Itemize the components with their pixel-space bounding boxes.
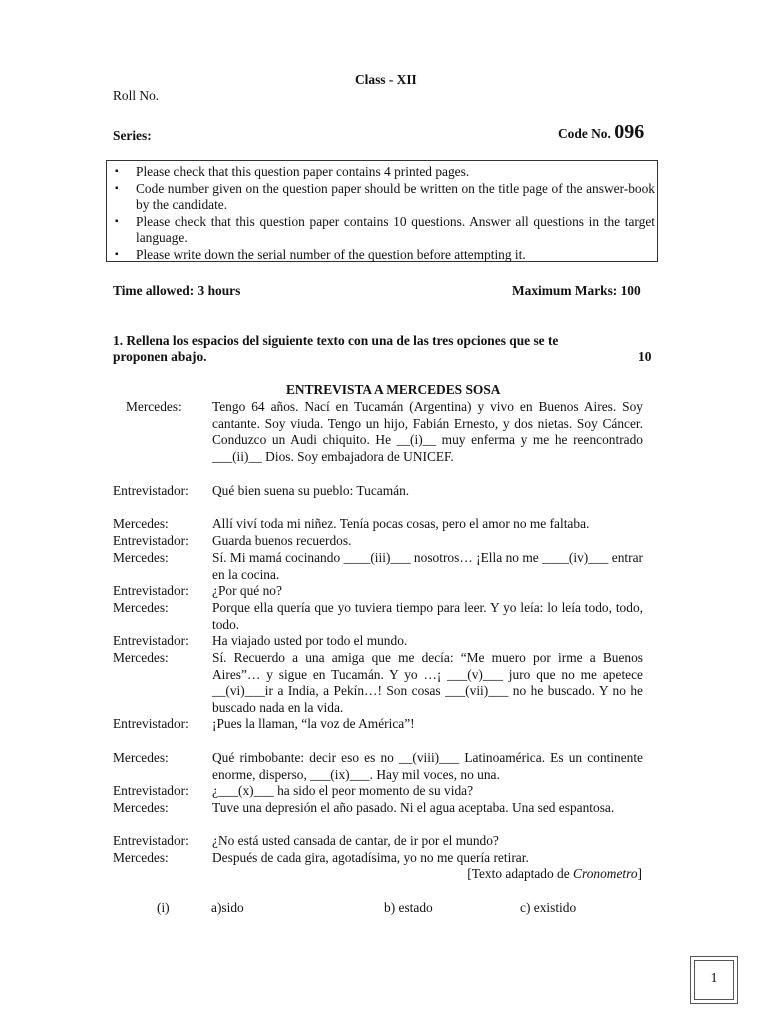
dialogue-speaker: Entrevistador: [113, 633, 189, 648]
dialogue-text: Sí. Mi mamá cocinando ____(iii)___ nosotros… ¡Ella no me ____(iv)___ entrar en la cocina. [212, 550, 643, 582]
dialogue-text: Después de cada gira, agotadísima, yo no me quería retirar. [212, 850, 529, 865]
dialogue-text: Porque ella quería que yo tuviera tiempo para leer. Y yo leía: lo leía todo, todo, todo. [212, 600, 643, 632]
roll-number-label: Roll No. [113, 88, 160, 103]
dialogue-speaker: Mercedes: [113, 800, 169, 815]
source-prefix: [Texto adaptado de [467, 866, 574, 881]
dialogue-text: Qué bien suena su pueblo: Tucamán. [212, 483, 410, 498]
option-b: b) estado [384, 900, 433, 915]
instruction-item [115, 164, 655, 181]
passage-title: ENTREVISTA A MERCEDES SOSA [286, 382, 501, 397]
instruction-text: Please check that this question paper contains 4 printed pages. [136, 164, 470, 179]
dialogue-text: ¿___(x)___ ha sido el peor momento de su vida? [212, 783, 474, 798]
code-value: 096 [614, 121, 645, 143]
instruction-text: Please write down the serial number of the question before attempting it. [136, 247, 526, 262]
dialogue-speaker: Entrevistador: [113, 833, 189, 848]
page-number-box [690, 956, 738, 1004]
instructions-box [106, 160, 658, 262]
dialogue-text: ¡Pues la llaman, “la voz de América”! [212, 716, 415, 731]
source-citation [467, 866, 642, 882]
dialogue-text: Ha viajado usted por todo el mundo. [212, 633, 408, 648]
code-label: Code No. [558, 126, 611, 141]
maximum-marks: Maximum Marks: 100 [512, 283, 641, 298]
dialogue-text: ¿Por qué no? [212, 583, 282, 598]
dialogue-text: Tuve una depresión el año pasado. Ni el agua aceptaba. Una sed espantosa. [212, 800, 615, 815]
dialogue-speaker: Mercedes: [113, 750, 169, 765]
bullet-icon: ▪ [115, 166, 119, 177]
time-allowed: Time allowed: 3 hours [113, 283, 241, 298]
dialogue-speaker: Entrevistador: [113, 533, 189, 548]
bullet-icon: ▪ [115, 215, 119, 227]
dialogue-text: Allí viví toda mi niñez. Tenía pocas cosas, pero el amor no me faltaba. [212, 516, 590, 531]
dialogue-speaker: Mercedes: [113, 850, 169, 865]
option-number: (i) [157, 900, 170, 915]
dialogue-text: Sí. Recuerdo a una amiga que me decía: “Me muero por irme a Buenos Aires”… y sigue en Tucamán. Y yo …¡ ___(v)___ juro que no me apetece __(vi)___ir a India, a Pekín…! Son cosas ___(vii)___ no he buscado. Y no he buscado nada en la vida. [212, 650, 643, 715]
bullet-icon: ▪ [115, 249, 119, 260]
dialogue-speaker: Mercedes: [113, 600, 169, 615]
dialogue-text: Guarda buenos recuerdos. [212, 533, 352, 548]
dialogue-text: ¿No está usted cansada de cantar, de ir por el mundo? [212, 833, 499, 848]
code-number [558, 121, 644, 144]
dialogue-text: Qué rimbobante: decir eso es no __(viii)___ Latinoamérica. Es un continente enorme, disperso, ___(ix)___. Hay mil voces, no una. [212, 750, 643, 782]
option-c: c) existido [520, 900, 577, 915]
dialogue-speaker: Mercedes: [113, 516, 169, 531]
question-prompt-line-2: proponen abajo. [113, 349, 207, 364]
dialogue-speaker: Mercedes: [113, 550, 169, 565]
dialogue-text: Tengo 64 años. Nací en Tucamán (Argentina) y vivo en Buenos Aires. Soy cantante. Soy viuda. Tengo un hijo, Fabián Ernesto, y dos nietas. Soy Cáncer. Conduzco un Audi chiquito. He __(i)__ muy enferma y me he reencontrado ___(ii)__ Dios. Soy embajadora de UNICEF. [212, 399, 643, 464]
instruction-item [115, 247, 655, 264]
page-number: 1 [710, 971, 718, 986]
instruction-text: Code number given on the question paper should be written on the title page of the answer-book by the candidate. [136, 180, 655, 213]
instruction-item [115, 214, 655, 247]
instruction-text: Please check that this question paper contains 10 questions. Answer all questions in the target language. [136, 213, 655, 246]
option-a: a)sido [211, 900, 244, 915]
question-marks: 10 [638, 349, 652, 364]
dialogue-speaker: Entrevistador: [113, 583, 189, 598]
dialogue-speaker: Mercedes: [113, 650, 169, 665]
dialogue-speaker: Entrevistador: [113, 483, 189, 498]
question-prompt-line-1: 1. Rellena los espacios del siguiente texto con una de las tres opciones que se te [113, 333, 559, 348]
series-label: Series: [113, 128, 152, 143]
dialogue-speaker: Mercedes: [126, 399, 182, 414]
instruction-item [115, 181, 655, 214]
source-title: Cronometro [573, 866, 638, 881]
class-label: Class - XII [355, 72, 417, 87]
source-suffix: ] [637, 866, 642, 881]
dialogue-speaker: Entrevistador: [113, 783, 189, 798]
dialogue-speaker: Entrevistador: [113, 716, 189, 731]
bullet-icon: ▪ [115, 182, 119, 194]
